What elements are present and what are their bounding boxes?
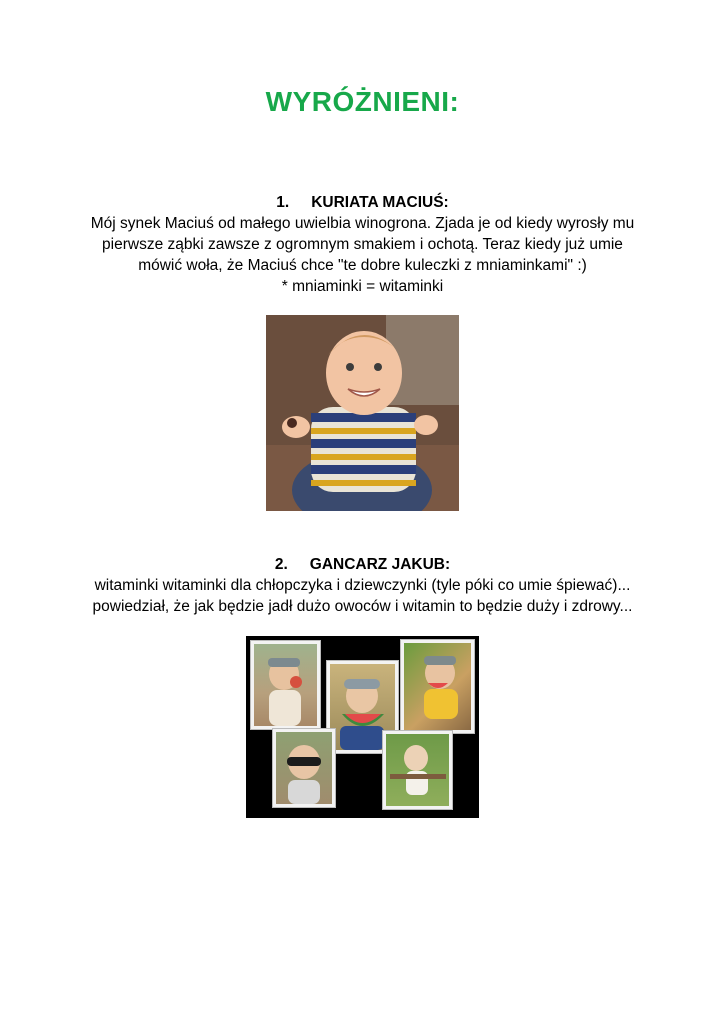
page-title: WYRÓŻNIENI: [265, 86, 460, 117]
child-photo-illustration [266, 315, 459, 511]
entry-1-title: KURIATA MACIUŚ: [311, 194, 449, 211]
entry-2-line-2: powiedział, że jak będzie jadł dużo owoców i witamin to będzie duży i zdrowy... [92, 598, 633, 615]
entry-1-number: 1. [276, 194, 290, 211]
entry-1-line-2: pierwsze ząbki zawsze z ogromnym smakiem i ochotą. Teraz kiedy już umie [102, 236, 623, 253]
entry-1-photo [266, 315, 459, 511]
collage-photo-5 [382, 730, 453, 810]
entry-1-heading [60, 192, 665, 213]
entry-2-photo-collage [246, 636, 479, 818]
collage-photo-1 [250, 640, 321, 730]
entry-2-title: GANCARZ JAKUB: [309, 556, 451, 573]
collage-photo-3 [400, 639, 475, 734]
entry-2-line-1: witaminki witaminki dla chłopczyka i dziewczynki (tyle póki co umie śpiewać)... [94, 577, 631, 594]
entry-1-line-4: * mniaminki = witaminki [281, 278, 444, 295]
entry-2-heading [60, 554, 665, 575]
entry-2-number: 2. [274, 556, 288, 573]
entry-1-line-3: mówić woła, że Maciuś chce "te dobre kuleczki z mniaminkami" :) [138, 257, 587, 274]
collage-photo-4 [272, 728, 336, 808]
entry-2-text [60, 554, 665, 617]
entry-1-line-1: Mój synek Maciuś od małego uwielbia winogrona. Zjada je od kiedy wyrosły mu [90, 215, 635, 232]
entry-1-text [60, 192, 665, 297]
